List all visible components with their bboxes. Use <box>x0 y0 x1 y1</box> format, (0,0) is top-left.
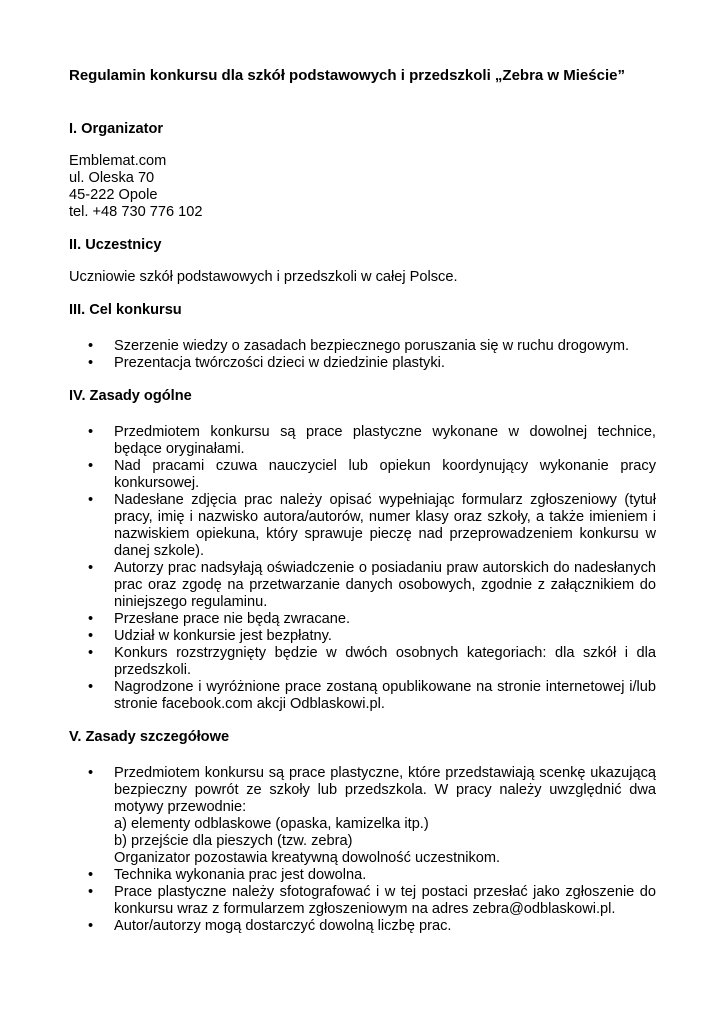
list-item <box>69 560 656 611</box>
bullet-icon: • <box>88 884 94 900</box>
bullet-icon: • <box>88 645 94 661</box>
bullet-icon: • <box>88 611 94 627</box>
list-item <box>69 645 656 679</box>
list-item <box>69 611 656 628</box>
bullet-icon: • <box>88 628 94 644</box>
list-item <box>69 628 656 645</box>
bullet-icon: • <box>88 867 94 883</box>
organizer-address <box>69 153 656 221</box>
list-item <box>69 679 656 713</box>
document-title: Regulamin konkursu dla szkół podstawowych i przedszkoli „Zebra w Mieście” <box>69 67 625 84</box>
list-item <box>69 424 656 458</box>
bullet-icon: • <box>88 492 94 508</box>
general-rule-text: Nad pracami czuwa nauczyciel lub opiekun koordynujący wykonanie pracy konkursowej. <box>114 458 656 491</box>
list-item <box>69 918 656 935</box>
general-rule-text: Nadesłane zdjęcia prac należy opisać wypełniając formularz zgłoszeniowy (tytuł pracy, imię i nazwisko autora/autorów, numer klasy oraz szkoły, a także imieniem i nazwiskiem opiekuna, który sprawuje pieczę nad przeprowadzeniem konkursu w danej szkole). <box>114 492 656 559</box>
list-item <box>69 884 656 918</box>
detailed-rule-text: Technika wykonania prac jest dowolna. <box>114 867 367 883</box>
bullet-icon: • <box>88 355 94 371</box>
list-item <box>69 355 656 372</box>
general-rule-text: Przesłane prace nie będą zwracane. <box>114 611 351 627</box>
organizer-line-company: Emblemat.com <box>69 153 167 169</box>
motif-a-text: a) elementy odblaskowe (opaska, kamizelka itp.) <box>114 816 429 832</box>
section-heading-participants: II. Uczestnicy <box>69 237 162 253</box>
general-rule-text: Przedmiotem konkursu są prace plastyczne wykonane w dowolnej technice, będące oryginałami. <box>114 424 656 457</box>
general-rule-text: Nagrodzone i wyróżnione prace zostaną opublikowane na stronie internetowej i/lub stronie facebook.com akcji Odblaskowi.pl. <box>114 679 656 712</box>
goal-list <box>69 338 656 372</box>
organizer-note-text: Organizator pozostawia kreatywną dowolność uczestnikom. <box>114 850 501 866</box>
list-item <box>69 338 656 355</box>
general-rules-list <box>69 424 656 713</box>
detailed-rule-text: Przedmiotem konkursu są prace plastyczne, które przedstawiają scenkę ukazującą bezpieczny powrót ze szkoły lub przedszkola. W pracy należy uwzględnić dwa motywy przewodnie: <box>114 765 656 815</box>
organizer-line-street: ul. Oleska 70 <box>69 170 155 186</box>
list-item <box>69 867 656 884</box>
list-item <box>69 492 656 560</box>
bullet-icon: • <box>88 679 94 695</box>
bullet-icon: • <box>88 918 94 934</box>
general-rule-text: Udział w konkursie jest bezpłatny. <box>114 628 332 644</box>
detailed-rules-list <box>69 765 656 935</box>
list-item <box>69 765 656 867</box>
bullet-icon: • <box>88 458 94 474</box>
section-heading-goal: III. Cel konkursu <box>69 302 182 318</box>
goal-item-text: Prezentacja twórczości dzieci w dziedzinie plastyki. <box>114 355 445 371</box>
detailed-rule-text: Prace plastyczne należy sfotografować i w tej postaci przesłać jako zgłoszenie do konkursu wraz z formularzem zgłoszeniowym na adres zebra@odblaskowi.pl. <box>114 884 656 917</box>
bullet-icon: • <box>88 560 94 576</box>
detailed-rule-text: Autor/autorzy mogą dostarczyć dowolną liczbę prac. <box>114 918 452 934</box>
bullet-icon: • <box>88 424 94 440</box>
list-item <box>69 458 656 492</box>
general-rule-text: Autorzy prac nadsyłają oświadczenie o posiadaniu praw autorskich do nadesłanych prac oraz zgodę na przetwarzanie danych osobowych, zgodnie z załącznikiem do niniejszego regulaminu. <box>114 560 656 610</box>
bullet-icon: • <box>88 765 94 781</box>
organizer-line-city: 45-222 Opole <box>69 187 158 203</box>
participants-text: Uczniowie szkół podstawowych i przedszkoli w całej Polsce. <box>69 269 458 285</box>
goal-item-text: Szerzenie wiedzy o zasadach bezpiecznego poruszania się w ruchu drogowym. <box>114 338 630 354</box>
motif-b-text: b) przejście dla pieszych (tzw. zebra) <box>114 833 353 849</box>
section-heading-general-rules: IV. Zasady ogólne <box>69 388 192 404</box>
section-heading-detailed-rules: V. Zasady szczegółowe <box>69 729 230 745</box>
organizer-line-phone: tel. +48 730 776 102 <box>69 204 203 220</box>
bullet-icon: • <box>88 338 94 354</box>
general-rule-text: Konkurs rozstrzygnięty będzie w dwóch osobnych kategoriach: dla szkół i dla przedszkoli. <box>114 645 656 678</box>
section-heading-organizer: I. Organizator <box>69 121 164 137</box>
